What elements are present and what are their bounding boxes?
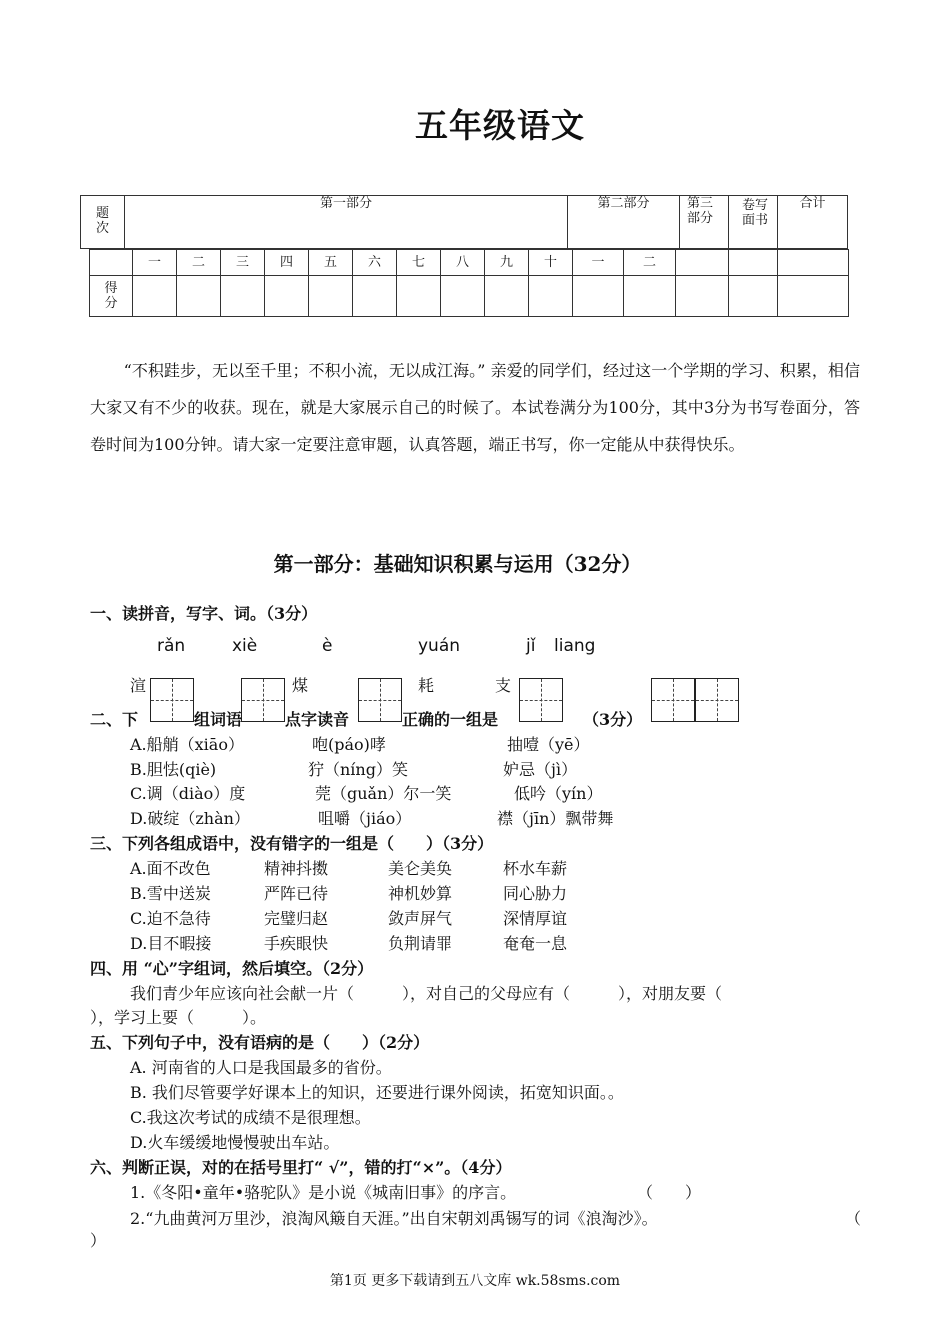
q6-item1: 1.《冬阳•童年•骆驼队》是小说《城南旧事》的序言。 [130,1183,517,1202]
score-cell[interactable] [441,276,485,317]
col-label: 六 [353,250,397,276]
empty-cell [90,250,133,276]
q6-item1-paren: （ ） [637,1183,702,1202]
empty-cell [778,250,849,276]
writing-box[interactable] [651,678,695,722]
q2-a3: 抽噎（yē） [507,735,590,754]
page-footer: 第1页 更多下载请到五八文库 wk.58sms.com [329,1273,621,1289]
pinyin-3: è [322,636,333,656]
score-cell[interactable] [177,276,221,317]
q3-b2: 严阵已待 [264,884,329,903]
score-table-header [80,195,848,249]
q2-title-d: 正确的一组是 [402,710,499,729]
pinyin-2: xiè [232,636,258,656]
col-label: 一 [133,250,177,276]
q6-item2-close: ） [90,1231,107,1250]
char-1: 渲 [130,676,147,695]
q2-title-c: 点字读音 [285,710,350,729]
handwriting-header: 卷写面书 [729,196,778,249]
col-label: 二 [624,250,676,276]
q1-title: 一、读拼音，写字、词。（3分） [90,604,318,623]
writing-box[interactable] [241,678,285,722]
col-label: 二 [177,250,221,276]
score-row [90,276,849,317]
score-table-body [89,249,849,317]
intro-paragraph: “不积跬步，无以至千里；不积小流，无以成江海。” 亲爱的同学们，经过这一个学期的学习、积累，相信大家又有不少的收获。现在，就是大家展示自己的时候了。本试卷满分为100分，其中3分为书写卷面分，答卷时间为100分钟。请大家一定要注意审题，认真答题，端正书写，你一定能从中获得快乐。 [90,361,860,454]
q5-title: 五、下列句子中，没有语病的是（ ）（2分） [90,1033,430,1052]
char-2: 煤 [292,676,309,695]
q3-d2: 手疾眼快 [264,934,329,953]
score-cell[interactable] [676,276,729,317]
score-cell[interactable] [309,276,353,317]
col-label: 三 [221,250,265,276]
q2-c3: 低吟（yín） [514,784,603,803]
q3-title: 三、下列各组成语中，没有错字的一组是（ ）（3分） [90,834,494,853]
q3-a3: 美仑美奂 [388,859,453,878]
pinyin-1: rǎn [157,636,186,656]
part1-header: 第一部分 [125,196,568,249]
q2-d1: D.破绽（zhàn） [130,809,250,828]
q2-a1: A.船艄（xiāo） [130,735,244,754]
q3-b4: 同心胁力 [503,884,568,903]
char-3: 耗 [418,676,435,695]
q3-a2: 精神抖擞 [264,859,329,878]
q6-title: 六、判断正误，对的在括号里打“ √”，错的打“×”。（4分） [90,1158,512,1177]
q6-item2: 2.“九曲黄河万里沙，浪淘风簸自天涯。”出自宋朝刘禹锡写的词《浪淘沙》。 [130,1209,658,1228]
q3-c4: 深情厚谊 [503,909,568,928]
q4-title: 四、用 “心”字组词，然后填空。（2分） [90,959,374,978]
q4-line1: 我们青少年应该向社会献一片（ ），对自己的父母应有（ ），对朋友要（ [130,984,723,1003]
q3-c1: C.迫不急待 [130,909,211,928]
col-label: 四 [265,250,309,276]
q2-b1: B.胆怯(qiè) [130,760,217,779]
writing-box[interactable] [358,678,402,722]
score-cell[interactable] [133,276,177,317]
score-cell[interactable] [729,276,778,317]
page-title: 五年级语文 [415,106,585,145]
q2-b3: 妒忌（jì） [503,760,578,779]
score-cell[interactable] [265,276,309,317]
part1-title: 第一部分：基础知识积累与运用（32分） [273,552,642,576]
q2-c1: C.调（diào）度 [130,784,246,803]
q2-d2: 咀嚼（jiáo） [318,809,412,828]
char-4: 支 [495,676,512,695]
col-label: 九 [485,250,529,276]
empty-cell [729,250,778,276]
writing-box[interactable] [695,678,739,722]
score-cell[interactable] [397,276,441,317]
q2-title-e: （3分） [583,710,643,729]
column-row [90,250,849,276]
total-header: 合计 [778,196,848,249]
tici-label: 题次 [81,196,125,249]
q2-c2: 莞（guǎn）尔一笑 [315,784,452,803]
score-cell[interactable] [624,276,676,317]
q2-d3: 襟（jīn）飘带舞 [497,809,614,828]
writing-box[interactable] [519,678,563,722]
col-label: 八 [441,250,485,276]
score-cell[interactable] [221,276,265,317]
q5-option-c: C.我这次考试的成绩不是很理想。 [130,1108,371,1127]
part2-header: 第二部分 [568,196,680,249]
defen-label: 得分 [90,276,133,317]
q3-a4: 杯水车薪 [503,859,568,878]
q4-line2: ），学习上要（ ）。 [90,1008,267,1027]
score-cell[interactable] [353,276,397,317]
part3-header: 第三部分 [680,196,729,249]
col-label: 五 [309,250,353,276]
score-cell[interactable] [573,276,624,317]
q5-option-b: B. 我们尽管要学好课本上的知识，还要进行课外阅读，拓宽知识面。。 [130,1083,624,1102]
q3-c3: 敛声屏气 [388,909,453,928]
q3-d1: D.目不暇接 [130,934,212,953]
q3-b1: B.雪中送炭 [130,884,211,903]
q3-b3: 神机妙算 [388,884,453,903]
q5-option-a: A. 河南省的人口是我国最多的省份。 [130,1058,392,1077]
q6-item2-open: （ [845,1209,862,1228]
q3-d4: 奄奄一息 [503,934,568,953]
q3-a1: A.面不改色 [130,859,211,878]
pinyin-6: liang [554,636,596,656]
col-label: 一 [573,250,624,276]
q3-d3: 负荆请罪 [388,934,453,953]
score-cell[interactable] [485,276,529,317]
q2-b2: 狞（níng）笑 [308,760,408,779]
q2-title-a: 二、下 [90,710,139,729]
score-cell[interactable] [778,276,849,317]
q5-option-d: D.火车缓缓地慢慢驶出车站。 [130,1133,340,1152]
score-cell[interactable] [529,276,573,317]
pinyin-4: yuán [418,636,461,656]
q3-c2: 完璧归赵 [264,909,329,928]
empty-cell [676,250,729,276]
pinyin-5: jǐ [526,636,536,656]
q2-a2: 咆(páo)哮 [312,735,386,754]
col-label: 十 [529,250,573,276]
col-label: 七 [397,250,441,276]
q2-title-b: 组词语 [194,710,243,729]
writing-box[interactable] [150,678,194,722]
